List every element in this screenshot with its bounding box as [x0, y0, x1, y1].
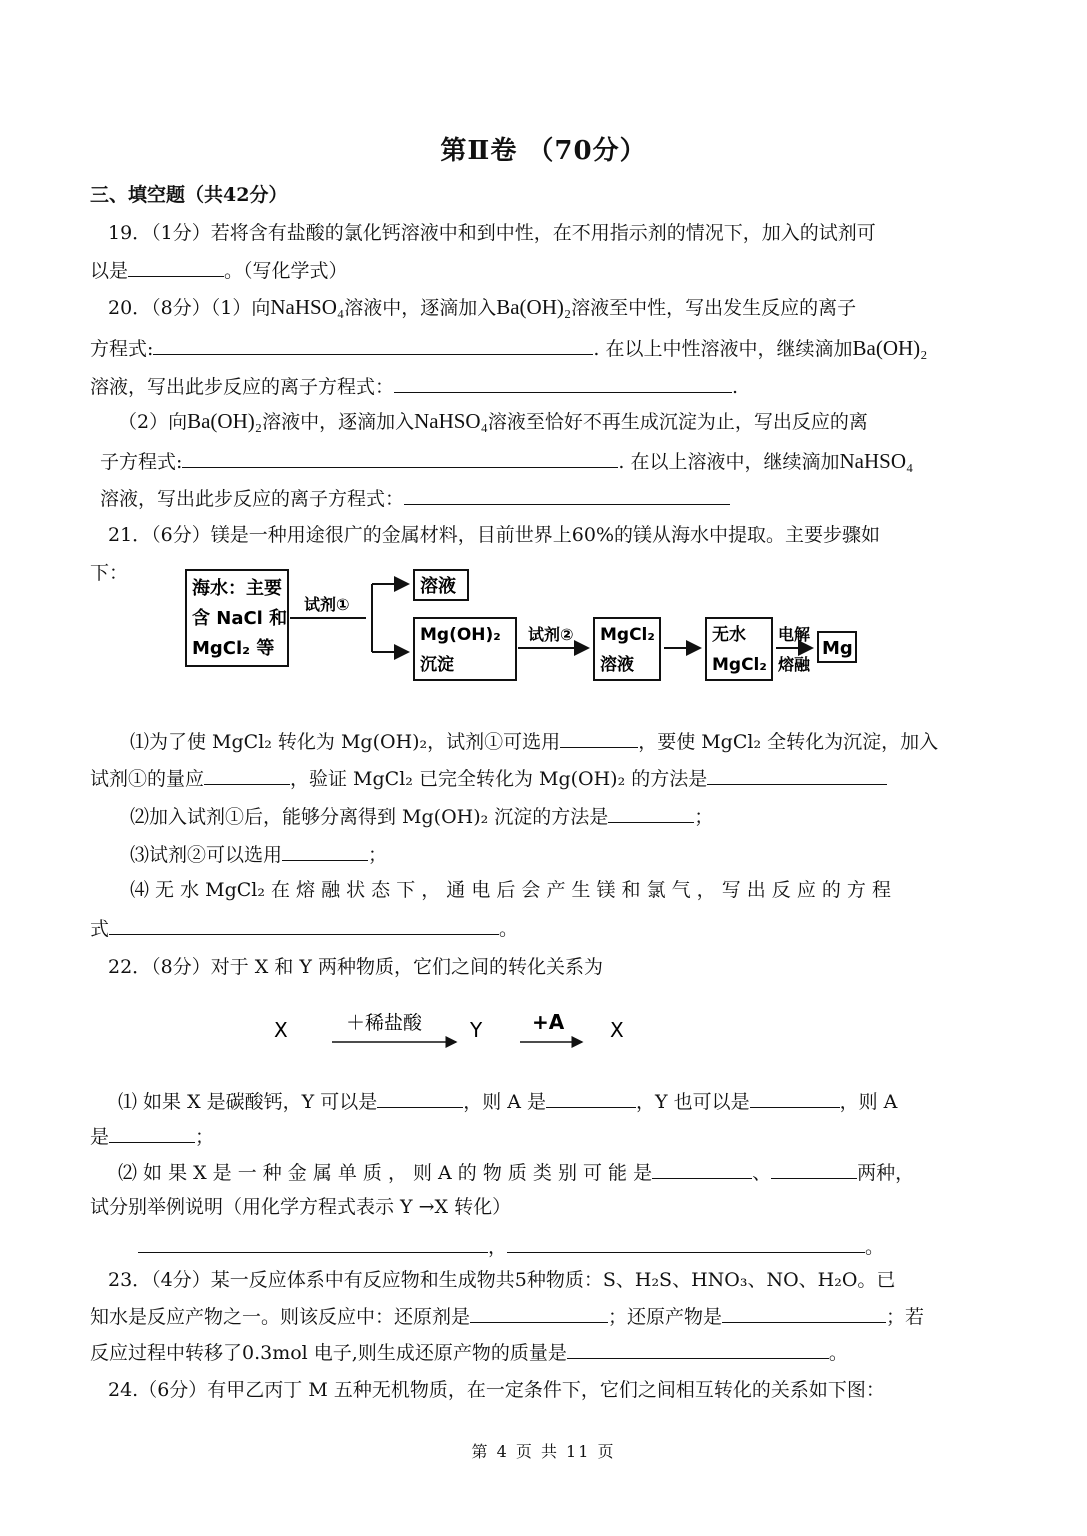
- q22-text: ，: [488, 1236, 508, 1258]
- formula-baoh2: Ba(OH)₂: [187, 409, 263, 433]
- q19-line2: [90, 256, 348, 284]
- q20-label: 子方程式:: [100, 451, 183, 473]
- q22-part2-line1: [118, 1158, 914, 1186]
- magnesium-flow-diagram: [180, 562, 870, 688]
- q23-line1: 23．（4分）某一反应体系中有反应物和生成物共5种物质：S、H₂S、HNO₃、NO、H₂O。已: [108, 1269, 896, 1291]
- q21-answer-blank-5[interactable]: [282, 840, 368, 861]
- q21-part3: [130, 840, 387, 868]
- q22-answer-blank-4[interactable]: [109, 1122, 195, 1143]
- q20-label: 溶液，写出此步反应的离子方程式：: [100, 488, 405, 510]
- q21-part1-line1: [130, 727, 938, 755]
- mgcl2-solution-label-2: 溶液: [600, 655, 634, 675]
- q19-note: 。（写化学式）: [224, 260, 348, 282]
- reaction-condition-1: ＋稀盐酸: [346, 1012, 423, 1034]
- equation-x: X: [274, 1018, 288, 1042]
- seawater-label-2: 含 NaCl 和: [192, 608, 288, 629]
- q21-text: 。: [499, 918, 519, 940]
- q22-text: ，Y 也可以是: [636, 1091, 750, 1113]
- q22-part2-line3: [138, 1232, 884, 1260]
- q21-text: 式: [90, 918, 110, 940]
- seawater-label-1: 海水：主要: [192, 578, 282, 599]
- equation-x2: X: [610, 1018, 624, 1042]
- section-heading: 三、填空题（共42分）: [90, 184, 288, 206]
- q21-part4-line2: [90, 914, 518, 942]
- q21-text: ；: [368, 844, 388, 866]
- q21-answer-blank-1[interactable]: [560, 727, 638, 748]
- formula-baoh2: Ba(OH)₂: [852, 336, 928, 360]
- conversion-equation: [260, 1004, 660, 1056]
- q21-text: ；: [694, 806, 714, 828]
- paper-title: 第Ⅱ卷 （70分）: [440, 136, 647, 166]
- precipitate-label-2: 沉淀: [420, 655, 454, 675]
- q20-answer-blank-1[interactable]: [153, 334, 593, 355]
- q22-part2-line2: 试分别举例说明（用化学方程式表示 Y →X 转化）: [90, 1196, 512, 1218]
- q23-answer-blank-1[interactable]: [470, 1302, 608, 1323]
- q21-text: ，验证 MgCl₂ 已完全转化为 Mg(OH)₂ 的方法是: [290, 768, 708, 790]
- q22-answer-blank-6[interactable]: [771, 1158, 857, 1179]
- q21-line1: 21．（6分）镁是一种用途很广的金属材料，目前世界上60%的镁从海水中提取。主要步骤如: [108, 524, 880, 546]
- q21-text: ，要使 MgCl₂ 全转化为沉淀，加入: [638, 731, 939, 753]
- q20-text: 溶液中，逐滴加入: [344, 297, 497, 319]
- q20-line6: [100, 484, 730, 512]
- q23-text: 。: [828, 1342, 848, 1364]
- electrolysis-label-1: 电解: [778, 625, 811, 644]
- q21-text: ⑵加入试剂①后，能够分离得到 Mg(OH)₂ 沉淀的方法是: [130, 806, 609, 828]
- q20-line3: [90, 372, 738, 400]
- q23-line2: [90, 1302, 924, 1330]
- anhydrous-label-2: MgCl₂: [712, 655, 767, 675]
- reaction-condition-2: +A: [532, 1010, 565, 1034]
- q22-answer-blank-1[interactable]: [377, 1087, 463, 1108]
- q21-part2: [130, 802, 713, 830]
- q23-text: ；还原产物是: [608, 1306, 723, 1328]
- q22-text: 、: [752, 1162, 772, 1184]
- q19-prompt: 以是: [90, 260, 129, 282]
- q20-line4: [118, 408, 868, 435]
- equation-y: Y: [470, 1018, 483, 1042]
- q22-part1-line2: [90, 1122, 214, 1150]
- q22-text: 两种，: [857, 1162, 915, 1184]
- q20-text: . 在以上中性溶液中，继续滴加: [593, 338, 853, 360]
- electrolysis-label-2: 熔融: [778, 655, 811, 674]
- q24-line1: 24.（6分）有甲乙丙丁 M 五种无机物质，在一定条件下，它们之间相互转化的关系如下图：: [108, 1379, 885, 1401]
- q19-line1: 19．（1分）若将含有盐酸的氯化钙溶液中和到中性，在不用指示剂的情况下，加入的试剂可: [108, 222, 876, 244]
- q22-answer-blank-2[interactable]: [546, 1087, 636, 1108]
- q21-text: ⑶试剂②可以选用: [130, 844, 283, 866]
- q22-text: ，则 A 是: [463, 1091, 547, 1113]
- mgcl2-solution-label-1: MgCl₂: [600, 625, 655, 645]
- q20-answer-blank-2[interactable]: [394, 372, 732, 393]
- q20-answer-blank-4[interactable]: [404, 484, 730, 505]
- q23-line3: [90, 1338, 848, 1366]
- q20-answer-blank-3[interactable]: [182, 447, 618, 468]
- q20-line5: [100, 447, 913, 475]
- q20-part2: （2）向: [118, 411, 188, 433]
- formula-nahso4: NaHSO₄: [839, 449, 914, 473]
- q20-text: 溶液中，逐滴加入: [262, 411, 415, 433]
- q22-part1-line1: [118, 1087, 897, 1115]
- q21-answer-blank-6[interactable]: [109, 914, 499, 935]
- q21-answer-blank-3[interactable]: [707, 764, 887, 785]
- q19-answer-blank[interactable]: [128, 256, 224, 277]
- q20-text: 溶液至恰好不再生成沉淀为止，写出反应的离: [487, 411, 868, 433]
- q20-line1: [108, 294, 856, 321]
- q22-line1: 22．（8分）对于 X 和 Y 两种物质，它们之间的转化关系为: [108, 956, 603, 978]
- q23-answer-blank-3[interactable]: [567, 1338, 829, 1359]
- q22-text: ；: [195, 1126, 215, 1148]
- q22-answer-blank-7[interactable]: [138, 1232, 488, 1253]
- formula-nahso4: NaHSO₄: [414, 409, 488, 433]
- q21-line2: 下：: [90, 562, 129, 584]
- formula-nahso4: NaHSO₄: [270, 295, 345, 319]
- reagent1-label: 试剂①: [304, 595, 350, 614]
- q23-text: 知水是反应产物之一。则该反应中：还原剂是: [90, 1306, 471, 1328]
- q22-text: ，则 A: [839, 1091, 898, 1113]
- q22-answer-blank-8[interactable]: [507, 1232, 865, 1253]
- seawater-label-3: MgCl₂ 等: [192, 638, 275, 659]
- q21-part1-line2: [90, 764, 887, 792]
- reagent2-label: 试剂②: [528, 625, 574, 644]
- q22-text: ⑴ 如果 X 是碳酸钙，Y 可以是: [118, 1091, 378, 1113]
- q20-text: 溶液至中性，写出发生反应的离子: [571, 297, 857, 319]
- q20-label: 方程式:: [90, 338, 154, 360]
- solution-label: 溶液: [420, 576, 456, 597]
- q21-answer-blank-4[interactable]: [608, 802, 694, 823]
- q20-label: 溶液，写出此步反应的离子方程式：: [90, 376, 395, 398]
- q20-text: .: [732, 376, 739, 398]
- page-footer: 第 4 页 共 11 页: [471, 1442, 616, 1461]
- mg-label: Mg: [822, 638, 853, 659]
- q20-intro: 20．（8分）（1）向: [108, 297, 271, 319]
- q21-answer-blank-2[interactable]: [204, 764, 290, 785]
- q21-text: 试剂①的量应: [90, 768, 205, 790]
- q22-answer-blank-5[interactable]: [652, 1158, 752, 1179]
- q23-text: 反应过程中转移了0.3mol 电子,则生成还原产物的质量是: [90, 1342, 567, 1364]
- q22-text: 。: [865, 1236, 885, 1258]
- q20-text: . 在以上溶液中，继续滴加: [618, 451, 840, 473]
- precipitate-label-1: Mg(OH)₂: [420, 625, 501, 645]
- formula-baoh2: Ba(OH)₂: [496, 295, 572, 319]
- q20-line2: [90, 334, 927, 362]
- q22-text: 是: [90, 1126, 110, 1148]
- q21-text: ⑴为了使 MgCl₂ 转化为 Mg(OH)₂，试剂①可选用: [130, 731, 561, 753]
- anhydrous-label-1: 无水: [712, 625, 746, 645]
- q22-answer-blank-3[interactable]: [750, 1087, 840, 1108]
- q23-text: ；若: [886, 1306, 925, 1328]
- q23-answer-blank-2[interactable]: [722, 1302, 886, 1323]
- q21-part4: ⑷ 无 水 MgCl₂ 在 熔 融 状 态 下 ， 通 电 后 会 产 生 镁 和 氯 气 ， 写 出 反 应 的 方 程: [130, 879, 891, 901]
- q22-text: ⑵ 如 果 X 是 一 种 金 属 单 质 ， 则 A 的 物 质 类 别 可 能 是: [118, 1162, 653, 1184]
